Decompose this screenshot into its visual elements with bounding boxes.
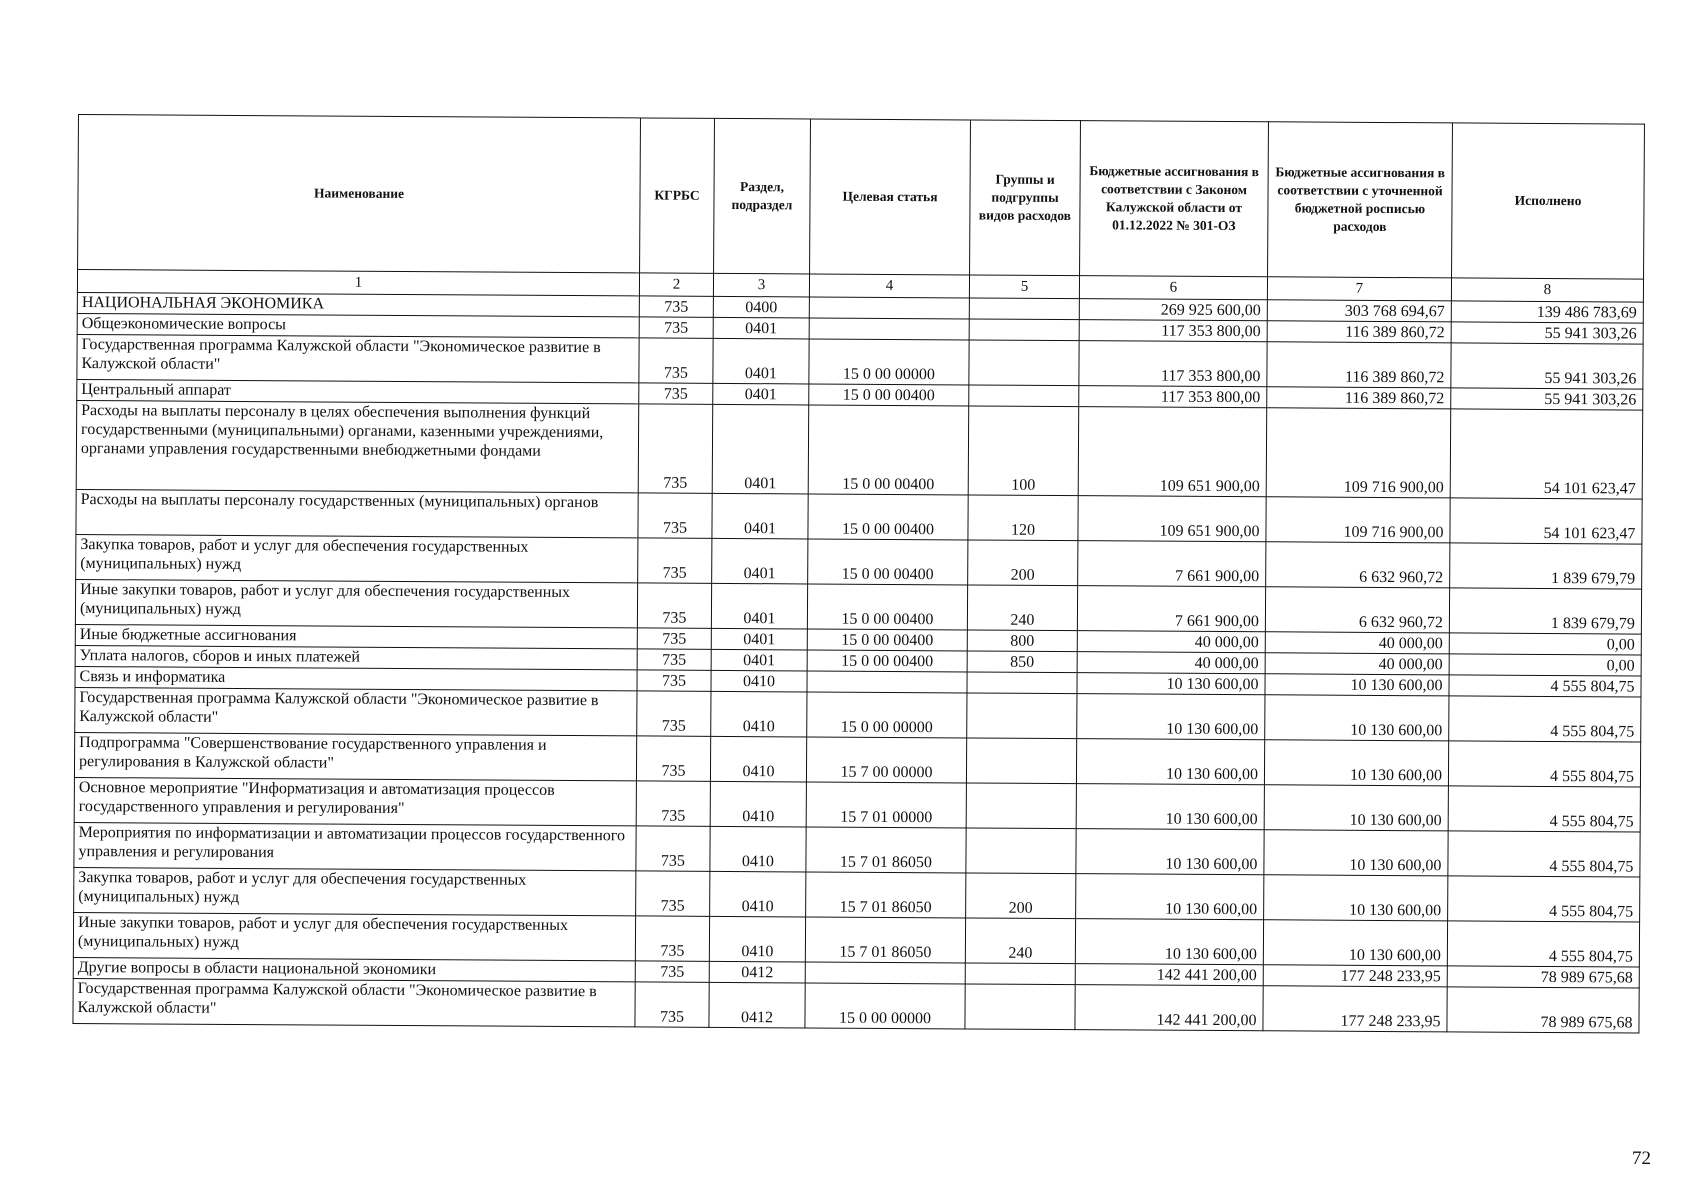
cell-executed-amount: 78 989 675,68 (1447, 987, 1639, 1033)
cell-kgrbs: 735 (635, 982, 709, 1027)
cell-section: 0401 (711, 628, 807, 650)
cell-name: Общеэкономические вопросы (77, 313, 639, 337)
cell-kgrbs: 735 (639, 338, 713, 383)
cell-group: 200 (966, 873, 1076, 919)
cell-revised-amount: 109 716 900,00 (1266, 497, 1450, 543)
cell-target: 15 7 01 86050 (806, 827, 966, 873)
cell-section: 0401 (713, 383, 809, 405)
cell-revised-amount: 6 632 960,72 (1265, 587, 1449, 633)
cell-section: 0410 (710, 826, 806, 872)
cell-law-amount: 7 661 900,00 (1077, 586, 1265, 632)
cell-section: 0410 (709, 916, 805, 962)
cell-revised-amount: 10 130 600,00 (1265, 674, 1449, 696)
cell-target (805, 962, 965, 984)
table-body (73, 292, 1643, 1033)
cell-name: Основное мероприятие "Информатизация и автоматизация процессов государственного управления и регулирования" (74, 777, 636, 825)
cell-group (969, 298, 1079, 320)
cell-group: 200 (968, 540, 1078, 586)
cell-group: 240 (967, 585, 1077, 631)
cell-name: Иные бюджетные ассигнования (75, 624, 637, 648)
cell-kgrbs: 735 (638, 404, 713, 493)
cell-section: 0401 (713, 317, 809, 339)
cell-target: 15 0 00 00400 (808, 405, 969, 495)
cell-section: 0412 (709, 982, 805, 1028)
cell-law-amount: 10 130 600,00 (1077, 673, 1265, 695)
cell-kgrbs: 735 (635, 916, 709, 961)
cell-target: 15 0 00 00400 (808, 494, 968, 540)
cell-section: 0401 (713, 338, 809, 384)
cell-law-amount: 269 925 600,00 (1079, 299, 1267, 321)
header-group: Группы и подгруппы видов расходов (970, 120, 1081, 276)
cell-section: 0410 (710, 736, 806, 782)
cell-law-amount: 10 130 600,00 (1076, 784, 1264, 830)
cell-revised-amount: 10 130 600,00 (1264, 830, 1448, 876)
budget-table (72, 114, 1645, 1034)
cell-executed-amount: 54 101 623,47 (1450, 409, 1643, 499)
cell-group: 800 (967, 630, 1077, 652)
cell-executed-amount: 4 555 804,75 (1449, 696, 1641, 742)
cell-kgrbs: 735 (637, 628, 711, 649)
cell-group (969, 385, 1079, 407)
budget-table-sheet (77, 114, 1644, 1032)
cell-group (966, 828, 1076, 874)
cell-law-amount: 109 651 900,00 (1078, 407, 1267, 497)
cell-group: 850 (967, 651, 1077, 673)
cell-name: Закупка товаров, работ и услуг для обеспечения государственных (муниципальных) нужд (74, 867, 636, 915)
header-target: Целевая статья (810, 119, 971, 275)
cell-section: 0410 (710, 781, 806, 827)
cell-kgrbs: 735 (636, 736, 710, 781)
cell-target (807, 671, 967, 693)
header-revised: Бюджетные ассигнования в соответствии с уточненной бюджетной росписью расходов (1268, 122, 1453, 278)
cell-kgrbs: 735 (637, 691, 711, 736)
cell-executed-amount: 0,00 (1449, 654, 1641, 676)
cell-name: Уплата налогов, сборов и иных платежей (75, 645, 637, 669)
cell-kgrbs: 735 (639, 383, 713, 404)
cell-law-amount: 7 661 900,00 (1078, 541, 1266, 587)
cell-section: 0412 (709, 961, 805, 983)
cell-group (965, 984, 1075, 1030)
cell-name: Государственная программа Калужской области "Экономическое развитие в Калужской области" (73, 978, 635, 1026)
cell-kgrbs: 735 (636, 781, 710, 826)
cell-name: Иные закупки товаров, работ и услуг для обеспечения государственных (муниципальных) нужд (75, 579, 637, 627)
cell-executed-amount: 54 101 623,47 (1450, 498, 1642, 544)
cell-name: Расходы на выплаты персоналу государственных (муниципальных) органов (76, 489, 638, 537)
cell-executed-amount: 4 555 804,75 (1448, 786, 1640, 832)
cell-group (967, 672, 1077, 694)
cell-name: Расходы на выплаты персоналу в целях обеспечения выполнения функций государственными (муниципальными) органами, казенными учреждениями, органами управления государственными внебюджетными фондами (76, 400, 639, 492)
header-section: Раздел, подраздел (714, 118, 811, 274)
cell-executed-amount: 4 555 804,75 (1448, 876, 1640, 922)
cell-name: Мероприятия по информатизации и автоматизации процессов государственного управления и регулирования (74, 822, 636, 870)
page-number: 72 (1632, 1148, 1651, 1169)
cell-target: 15 0 00 00400 (807, 584, 967, 630)
header-law: Бюджетные ассигнования в соответствии с Законом Калужской области от 01.12.2022 № 301-ОЗ (1080, 121, 1269, 277)
table-row (76, 400, 1643, 499)
cell-kgrbs: 735 (637, 649, 711, 670)
cell-target: 15 0 00 00000 (809, 339, 969, 385)
cell-executed-amount: 4 555 804,75 (1448, 831, 1640, 877)
cell-kgrbs: 735 (638, 538, 712, 583)
cell-revised-amount: 116 389 860,72 (1267, 321, 1451, 343)
column-number: 4 (809, 274, 969, 298)
cell-revised-amount: 40 000,00 (1265, 632, 1449, 654)
cell-kgrbs: 735 (638, 493, 712, 538)
cell-law-amount: 117 353 800,00 (1079, 320, 1267, 342)
cell-executed-amount: 1 839 679,79 (1450, 543, 1642, 589)
cell-name: Иные закупки товаров, работ и услуг для обеспечения государственных (муниципальных) нужд (73, 912, 635, 960)
cell-revised-amount: 10 130 600,00 (1265, 695, 1449, 741)
cell-revised-amount: 116 389 860,72 (1267, 387, 1451, 409)
cell-revised-amount: 10 130 600,00 (1264, 785, 1448, 831)
cell-section: 0400 (713, 296, 809, 318)
cell-target (809, 297, 969, 319)
cell-section: 0410 (711, 670, 807, 692)
cell-section: 0410 (711, 691, 807, 737)
table-row (73, 978, 1639, 1033)
column-number: 5 (969, 275, 1079, 299)
cell-law-amount: 10 130 600,00 (1076, 829, 1264, 875)
cell-kgrbs: 735 (639, 296, 713, 317)
cell-revised-amount: 10 130 600,00 (1264, 875, 1448, 921)
cell-revised-amount: 116 389 860,72 (1267, 342, 1451, 388)
cell-name: Закупка товаров, работ и услуг для обеспечения государственных (муниципальных) нужд (76, 534, 638, 582)
cell-target (809, 318, 969, 340)
cell-executed-amount: 139 486 783,69 (1451, 301, 1643, 323)
cell-executed-amount: 1 839 679,79 (1449, 588, 1641, 634)
cell-group (969, 319, 1079, 341)
cell-revised-amount: 40 000,00 (1265, 653, 1449, 675)
header-executed: Исполнено (1452, 123, 1645, 279)
cell-group: 120 (968, 495, 1078, 541)
column-number: 8 (1451, 278, 1643, 302)
cell-revised-amount: 10 130 600,00 (1263, 920, 1447, 966)
cell-group (966, 783, 1076, 829)
cell-law-amount: 40 000,00 (1077, 652, 1265, 674)
cell-revised-amount: 109 716 900,00 (1266, 408, 1451, 498)
cell-law-amount: 10 130 600,00 (1077, 694, 1265, 740)
cell-target: 15 0 00 00000 (805, 983, 965, 1029)
cell-name: Связь и информатика (75, 666, 637, 690)
cell-law-amount: 117 353 800,00 (1079, 386, 1267, 408)
cell-executed-amount: 4 555 804,75 (1447, 921, 1639, 967)
header-row (78, 115, 1645, 280)
cell-law-amount: 142 441 200,00 (1075, 985, 1263, 1031)
cell-law-amount: 10 130 600,00 (1076, 874, 1264, 920)
cell-section: 0401 (712, 493, 808, 539)
cell-section: 0401 (712, 538, 808, 584)
cell-section: 0401 (711, 583, 807, 629)
cell-revised-amount: 177 248 233,95 (1263, 986, 1447, 1032)
cell-name: Центральный аппарат (77, 379, 639, 403)
cell-law-amount: 117 353 800,00 (1079, 341, 1267, 387)
cell-kgrbs: 735 (635, 961, 709, 982)
cell-executed-amount: 0,00 (1449, 633, 1641, 655)
cell-group (966, 738, 1076, 784)
column-number: 2 (639, 273, 713, 296)
cell-section: 0401 (712, 404, 809, 494)
cell-name: Подпрограмма "Совершенствование государственного управления и регулирования в Калужской области" (74, 732, 636, 780)
cell-name: НАЦИОНАЛЬНАЯ ЭКОНОМИКА (77, 292, 639, 316)
cell-name: Государственная программа Калужской области "Экономическое развитие в Калужской области" (75, 687, 637, 735)
cell-executed-amount: 78 989 675,68 (1447, 966, 1639, 988)
cell-group (969, 340, 1079, 386)
cell-executed-amount: 55 941 303,26 (1451, 322, 1643, 344)
cell-kgrbs: 735 (637, 583, 711, 628)
cell-executed-amount: 4 555 804,75 (1449, 675, 1641, 697)
cell-target: 15 7 00 00000 (806, 737, 966, 783)
cell-law-amount: 40 000,00 (1077, 631, 1265, 653)
header-name: Наименование (78, 115, 641, 273)
cell-group (967, 693, 1077, 739)
cell-revised-amount: 10 130 600,00 (1264, 740, 1448, 786)
cell-law-amount: 10 130 600,00 (1075, 919, 1263, 965)
cell-kgrbs: 735 (636, 826, 710, 871)
cell-kgrbs: 735 (637, 670, 711, 691)
cell-law-amount: 109 651 900,00 (1078, 496, 1266, 542)
cell-kgrbs: 735 (639, 317, 713, 338)
cell-target: 15 0 00 00400 (808, 539, 968, 585)
cell-revised-amount: 6 632 960,72 (1266, 542, 1450, 588)
column-number: 6 (1079, 276, 1267, 300)
cell-kgrbs: 735 (636, 871, 710, 916)
cell-target: 15 0 00 00000 (807, 692, 967, 738)
cell-target: 15 0 00 00400 (807, 650, 967, 672)
cell-executed-amount: 4 555 804,75 (1448, 741, 1640, 787)
cell-target: 15 0 00 00400 (807, 629, 967, 651)
cell-law-amount: 10 130 600,00 (1076, 739, 1264, 785)
cell-executed-amount: 55 941 303,26 (1451, 343, 1643, 389)
cell-section: 0410 (710, 871, 806, 917)
cell-group (965, 963, 1075, 985)
cell-revised-amount: 177 248 233,95 (1263, 965, 1447, 987)
cell-group: 100 (968, 406, 1079, 496)
cell-name: Другие вопросы в области национальной экономики (73, 957, 635, 981)
cell-name: Государственная программа Калужской области "Экономическое развитие в Калужской области" (77, 334, 639, 382)
cell-target: 15 0 00 00400 (809, 384, 969, 406)
cell-target: 15 7 01 86050 (805, 917, 965, 963)
cell-target: 15 7 01 86050 (806, 872, 966, 918)
cell-executed-amount: 55 941 303,26 (1451, 388, 1643, 410)
column-number: 1 (77, 270, 639, 296)
cell-revised-amount: 303 768 694,67 (1267, 300, 1451, 322)
cell-law-amount: 142 441 200,00 (1075, 964, 1263, 986)
column-number: 3 (713, 273, 809, 297)
cell-target: 15 7 01 00000 (806, 782, 966, 828)
column-number: 7 (1267, 277, 1451, 301)
cell-section: 0401 (711, 649, 807, 671)
cell-group: 240 (965, 918, 1075, 964)
header-kgrbs: КГРБС (640, 118, 715, 273)
